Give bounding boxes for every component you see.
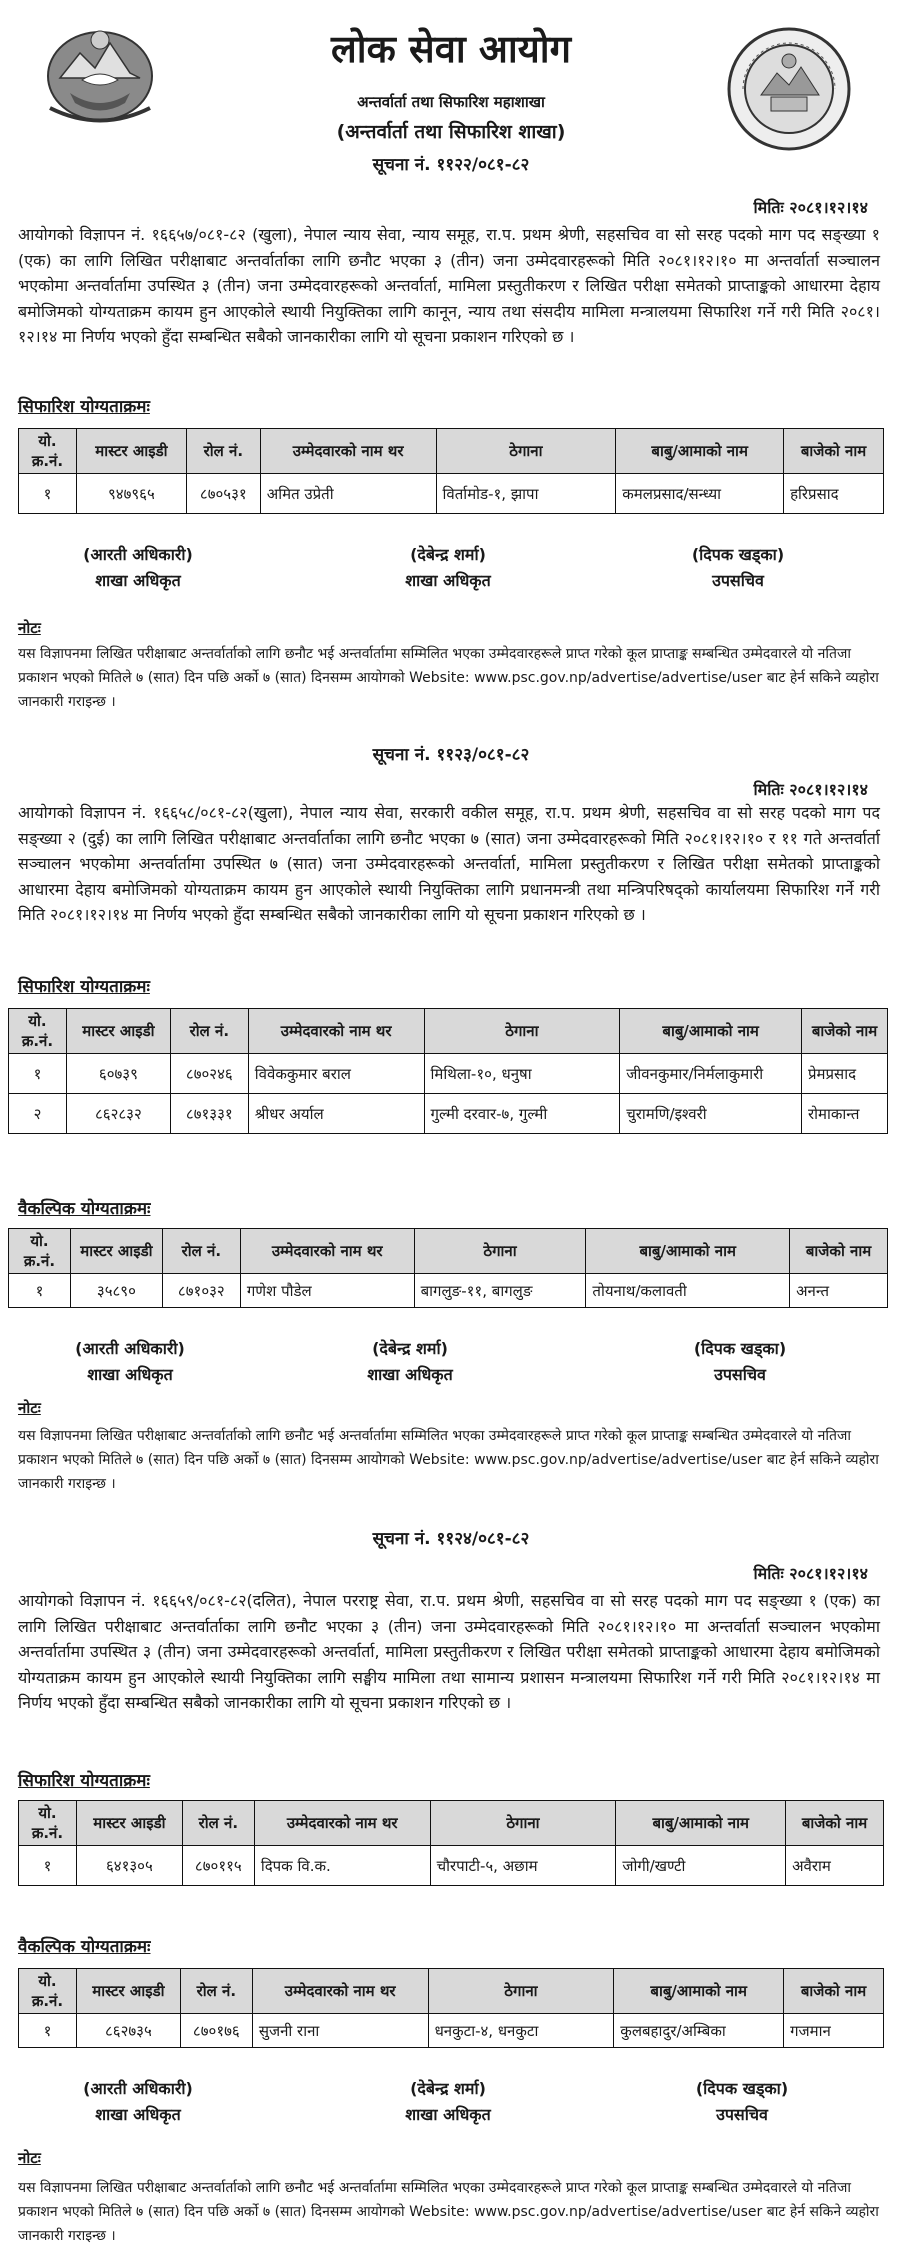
recommended-heading: सिफारिश योग्यताक्रमः [18, 977, 150, 997]
signatory: (देबेन्द्र शर्मा) शाखा अधिकृत [405, 2079, 491, 2124]
col-header: उम्मेदवारको नाम थर [240, 1229, 414, 1274]
notice-number: सूचना नं. ११२४/०८१-८२ [372, 1529, 530, 1549]
cell-serial: १ [9, 1274, 71, 1308]
col-header: मास्टर आइडी [76, 429, 186, 474]
cell-grandfather: अवैराम [786, 1846, 884, 1886]
cell-parents: चुरामणि/इश्वरी [620, 1094, 802, 1134]
cell-master-id: ८६२७३५ [76, 2014, 180, 2048]
recommended-table [8, 1008, 888, 1134]
alternate-table [18, 1968, 884, 2048]
division-name: अन्तर्वार्ता तथा सिफारिश महाशाखा [357, 93, 545, 111]
signatory: (आरती अधिकारी) शाखा अधिकृत [83, 545, 193, 590]
notice-date: मितिः २०८१।१२।१४ [753, 1564, 868, 1583]
col-header: यो. क्र.नं. [19, 429, 77, 474]
cell-serial: १ [19, 2014, 77, 2048]
notice-paragraph: आयोगको विज्ञापन नं. १६६५८/०८१-८२(खुला), नेपाल न्याय सेवा, सरकारी वकील समूह, रा.प. प्रथम श्रेणी, सहसचिव वा सो सरह पदको माग पद सङ्ख्या २ (दुई) का लागि लिखित परीक्षाबाट अन्तर्वार्ताका लागि छनौट भएका ७ (सात) जना उम्मेदवारहरूको मिति २०८१।१२।१० र ११ गते अन्तर्वार्ता सञ्चालन भएकोमा अन्तर्वार्तामा उपस्थित ७ (सात) जना उम्मेदवारहरूको अन्तर्वार्ता, मामिला प्रस्तुतीकरण र लिखित परीक्षा समेतको प्राप्ताङ्कको आधारमा देहाय बमोजिमको योग्यताक्रम कायम हुन आएकोले स्थायी नियुक्तिका लागि प्रधानमन्त्री तथा मन्त्रिपरिषद्को कार्यालयमा सिफारिश गर्ने गरी मिति २०८१।१२।१४ मा निर्णय भएको हुँदा सम्बन्धित सबैको जानकारीका लागि यो सूचना प्रकाशन गरिएको छ । [18, 803, 880, 924]
note-label: नोटः [18, 2149, 41, 2167]
cell-serial: १ [19, 1846, 77, 1886]
alternate-heading: वैकल्पिक योग्यताक्रमः [18, 1199, 151, 1219]
col-header: बाजेको नाम [790, 1229, 888, 1274]
table-row [19, 2014, 884, 2048]
cell-roll: ८७०१७६ [180, 2014, 252, 2048]
notice-date: मितिः २०८१।१२।१४ [753, 198, 868, 217]
note-text: यस विज्ञापनमा लिखित परीक्षाबाट अन्तर्वार्ताको लागि छनौट भई अन्तर्वार्तामा सम्मिलित भएका उम्मेदवारहरूले प्राप्त गरेको कूल प्राप्ताङ्क सम्बन्धित उम्मेदवारले यो नतिजा प्रकाशन भएको मितिले ७ (सात) दिन पछि अर्को ७ (सात) दिनसम्म आयोगको Website: www.psc.gov.np/advertise/advertise/user बाट हेर्न सकिने व्यहोरा जानकारी गराइन्छ । [18, 2180, 879, 2244]
notice-date: मितिः २०८१।१२।१४ [753, 780, 868, 799]
col-header: बाजेको नाम [784, 1969, 884, 2014]
col-header: उम्मेदवारको नाम थर [248, 1009, 424, 1054]
cell-grandfather: हरिप्रसाद [784, 474, 884, 514]
cell-serial: १ [19, 474, 77, 514]
table-row [9, 1054, 888, 1094]
col-header: यो. क्र.नं. [19, 1801, 77, 1846]
notice-paragraph: आयोगको विज्ञापन नं. १६६५७/०८१-८२ (खुला), नेपाल न्याय सेवा, न्याय समूह, रा.प. प्रथम श्रेणी, सहसचिव वा सो सरह पदको माग पद सङ्ख्या १ (एक) का लागि लिखित परीक्षाबाट अन्तर्वार्ताका लागि छनौट भएका ३ (तीन) जना उम्मेदवारहरूको मिति २०८१।१२।१० मा अन्तर्वार्ता सञ्चालन भएकोमा अन्तर्वार्तामा उपस्थित ३ (तीन) जना उम्मेदवारहरूको अन्तर्वार्ता, मामिला प्रस्तुतीकरण र लिखित परीक्षा समेतको प्राप्ताङ्कको आधारमा देहाय बमोजिमको योग्यताक्रम कायम हुन आएकोले स्थायी नियुक्तिका लागि कानून, न्याय तथा संसदीय मामिला मन्त्रालयमा सिफारिश गर्ने गरी मिति २०८१।१२।१४ मा निर्णय भएको हुँदा सम्बन्धित सबैको जानकारीका लागि यो सूचना प्रकाशन गरिएको छ । [18, 225, 880, 346]
recommended-heading: सिफारिश योग्यताक्रमः [18, 1771, 150, 1791]
col-header: ठेगाना [428, 1969, 614, 2014]
cell-name: अमित उप्रेती [260, 474, 436, 514]
notice-number: सूचना नं. ११२३/०८१-८२ [372, 745, 530, 765]
table-row [19, 474, 884, 514]
notice-number: सूचना नं. ११२२/०८१-८२ [372, 155, 530, 175]
cell-name: श्रीधर अर्याल [248, 1094, 424, 1134]
cell-address: बागलुङ-११, बागलुङ [414, 1274, 586, 1308]
cell-roll: ८७०५३१ [186, 474, 260, 514]
signatory: (आरती अधिकारी) शाखा अधिकृत [75, 1339, 185, 1384]
table-row [9, 1274, 888, 1308]
alternate-heading: वैकल्पिक योग्यताक्रमः [18, 1937, 151, 1957]
signatory: (देबेन्द्र शर्मा) शाखा अधिकृत [367, 1339, 453, 1384]
cell-grandfather: रोमाकान्त [802, 1094, 888, 1134]
cell-roll: ८७०११५ [182, 1846, 254, 1886]
cell-name: गणेश पौडेल [240, 1274, 414, 1308]
col-header: ठेगाना [424, 1009, 620, 1054]
col-header: बाबु/आमाको नाम [616, 1801, 786, 1846]
col-header: मास्टर आइडी [76, 1969, 180, 2014]
cell-name: विवेककुमार बराल [248, 1054, 424, 1094]
cell-address: चौरपाटी-५, अछाम [430, 1846, 616, 1886]
col-header: मास्टर आइडी [76, 1801, 182, 1846]
cell-grandfather: प्रेमप्रसाद [802, 1054, 888, 1094]
cell-roll: ८७१०३२ [162, 1274, 240, 1308]
note-text: यस विज्ञापनमा लिखित परीक्षाबाट अन्तर्वार्ताको लागि छनौट भई अन्तर्वार्तामा सम्मिलित भएका उम्मेदवारहरूले प्राप्त गरेको कूल प्राप्ताङ्क सम्बन्धित उम्मेदवारले यो नतिजा प्रकाशन भएको मितिले ७ (सात) दिन पछि अर्को ७ (सात) दिनसम्म आयोगको Website: www.psc.gov.np/advertise/advertise/user बाट हेर्न सकिने व्यहोरा जानकारी गराइन्छ । [18, 646, 879, 710]
col-header: उम्मेदवारको नाम थर [252, 1969, 428, 2014]
col-header: रोल नं. [162, 1229, 240, 1274]
col-header: मास्टर आइडी [70, 1229, 162, 1274]
cell-parents: जोगी/खण्टी [616, 1846, 786, 1886]
col-header: रोल नं. [182, 1801, 254, 1846]
cell-master-id: ६०७३९ [66, 1054, 170, 1094]
note-label: नोटः [18, 619, 41, 637]
col-header: उम्मेदवारको नाम थर [260, 429, 436, 474]
col-header: यो. क्र.नं. [9, 1229, 71, 1274]
cell-parents: तोयनाथ/कलावती [586, 1274, 790, 1308]
col-header: उम्मेदवारको नाम थर [254, 1801, 430, 1846]
col-header: बाजेको नाम [802, 1009, 888, 1054]
cell-name: दिपक वि.क. [254, 1846, 430, 1886]
signatory: (दिपक खड्का) उपसचिव [691, 545, 785, 590]
cell-master-id: ६४१३०५ [76, 1846, 182, 1886]
col-header: यो. क्र.नं. [9, 1009, 67, 1054]
signatory: (दिपक खड्का) उपसचिव [693, 1339, 787, 1384]
cell-parents: कुलबहादुर/अम्बिका [614, 2014, 784, 2048]
col-header: बाबु/आमाको नाम [616, 429, 784, 474]
cell-address: गुल्मी दरवार-७, गुल्मी [424, 1094, 620, 1134]
cell-serial: २ [9, 1094, 67, 1134]
cell-address: विर्तामोड-१, झापा [436, 474, 616, 514]
psc-seal-icon [725, 25, 853, 153]
cell-name: सुजनी राना [252, 2014, 428, 2048]
cell-master-id: ९४७९६५ [76, 474, 186, 514]
signatory: (देबेन्द्र शर्मा) शाखा अधिकृत [405, 545, 491, 590]
notice-paragraph: आयोगको विज्ञापन नं. १६६५९/०८१-८२(दलित), नेपाल परराष्ट्र सेवा, रा.प. प्रथम श्रेणी, सहसचिव वा सो सरह पदको माग पद सङ्ख्या १ (एक) का लागि लिखित परीक्षाबाट अन्तर्वार्ताका लागि छनौट भएका ३ (तीन) जना उम्मेदवारहरूको मिति २०८१।१२।१० मा अन्तर्वार्ता सञ्चालन भएकोमा अन्तर्वार्तामा उपस्थित ३ (तीन) जना उम्मेदवारहरूको अन्तर्वार्ता, मामिला प्रस्तुतीकरण र लिखित परीक्षा समेतको प्राप्ताङ्कको आधारमा देहाय बमोजिमको योग्यताक्रम कायम हुन आएकोले स्थायी नियुक्तिका लागि सङ्घीय मामिला तथा सामान्य प्रशासन मन्त्रालयमा सिफारिश गर्ने गरी मिति २०८१।१२।१४ मा निर्णय भएको हुँदा सम्बन्धित सबैको जानकारीका लागि यो सूचना प्रकाशन गरिएको छ । [18, 1591, 880, 1712]
col-header: मास्टर आइडी [66, 1009, 170, 1054]
signatory: (आरती अधिकारी) शाखा अधिकृत [83, 2079, 193, 2124]
col-header: बाजेको नाम [784, 429, 884, 474]
col-header: बाबु/आमाको नाम [620, 1009, 802, 1054]
note-label: नोटः [18, 1399, 41, 1417]
cell-master-id: ३५८९० [70, 1274, 162, 1308]
col-header: ठेगाना [414, 1229, 586, 1274]
cell-address: मिथिला-१०, धनुषा [424, 1054, 620, 1094]
section-name: (अन्तर्वार्ता तथा सिफारिश शाखा) [336, 121, 566, 143]
cell-parents: कमलप्रसाद/सन्ध्या [616, 474, 784, 514]
col-header: बाजेको नाम [786, 1801, 884, 1846]
table-row [19, 1846, 884, 1886]
table-row [9, 1094, 888, 1134]
note-text: यस विज्ञापनमा लिखित परीक्षाबाट अन्तर्वार्ताको लागि छनौट भई अन्तर्वार्तामा सम्मिलित भएका उम्मेदवारहरूले प्राप्त गरेको कूल प्राप्ताङ्क सम्बन्धित उम्मेदवारले यो नतिजा प्रकाशन भएको मितिले ७ (सात) दिन पछि अर्को ७ (सात) दिनसम्म आयोगको Website: www.psc.gov.np/advertise/advertise/user बाट हेर्न सकिने व्यहोरा जानकारी गराइन्छ । [18, 1428, 879, 1492]
col-header: यो. क्र.नं. [19, 1969, 77, 2014]
alternate-table [8, 1228, 888, 1308]
col-header: रोल नं. [186, 429, 260, 474]
cell-master-id: ८६२८३२ [66, 1094, 170, 1134]
col-header: रोल नं. [180, 1969, 252, 2014]
recommended-heading: सिफारिश योग्यताक्रमः [18, 397, 150, 417]
col-header: ठेगाना [436, 429, 616, 474]
cell-serial: १ [9, 1054, 67, 1094]
cell-roll: ८७१३३१ [170, 1094, 248, 1134]
recommended-table [18, 1800, 884, 1886]
cell-grandfather: अनन्त [790, 1274, 888, 1308]
cell-roll: ८७०२४६ [170, 1054, 248, 1094]
col-header: बाबु/आमाको नाम [586, 1229, 790, 1274]
recommended-table [18, 428, 884, 514]
cell-address: धनकुटा-४, धनकुटा [428, 2014, 614, 2048]
col-header: रोल नं. [170, 1009, 248, 1054]
signatory: (दिपक खड्का) उपसचिव [695, 2079, 789, 2124]
page-title: लोक सेवा आयोग [330, 27, 572, 71]
cell-grandfather: गजमान [784, 2014, 884, 2048]
col-header: बाबु/आमाको नाम [614, 1969, 784, 2014]
col-header: ठेगाना [430, 1801, 616, 1846]
cell-parents: जीवनकुमार/निर्मलाकुमारी [620, 1054, 802, 1094]
